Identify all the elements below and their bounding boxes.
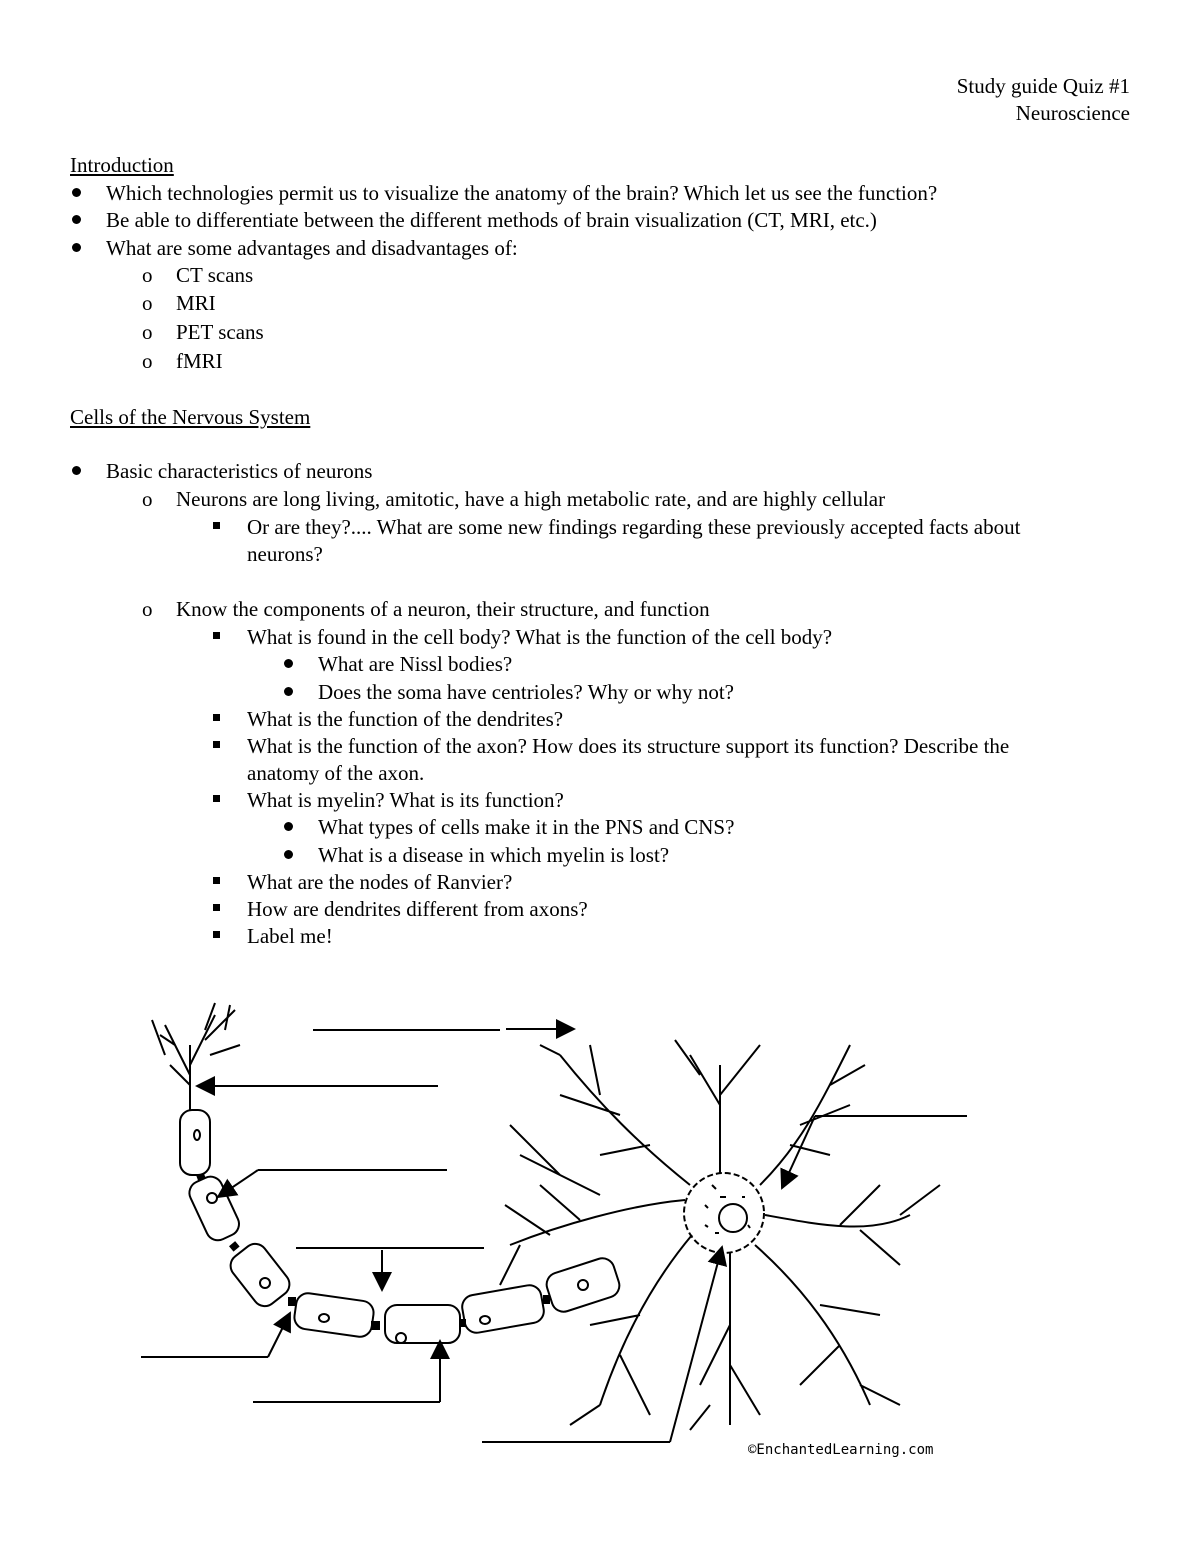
cells-sub-long-living: Neurons are long living, amitotic, have a high metabolic rate, and are highly cellular: [176, 487, 886, 511]
bullet-marker: [72, 466, 81, 475]
square-marker: [213, 522, 220, 529]
cells-item-dendrites-vs-axons: How are dendrites different from axons?: [247, 897, 588, 921]
cells-item-new-findings: Or are they?.... What are some new findings regarding these previously accepted facts about: [247, 515, 1021, 539]
cells-item-axon-cont: anatomy of the axon.: [247, 761, 425, 785]
circle-marker: o: [142, 349, 153, 373]
section-title-cells: Cells of the Nervous System: [70, 405, 311, 429]
bullet-marker: [284, 687, 293, 696]
circle-marker: o: [142, 597, 153, 621]
cells-item-centrioles: Does the soma have centrioles? Why or why not?: [318, 680, 734, 704]
header-quiz-title: Study guide Quiz #1: [956, 74, 1130, 98]
section-title-introduction: Introduction: [70, 153, 174, 177]
cells-bullet-characteristics: Basic characteristics of neurons: [106, 459, 373, 483]
cells-sub-components: Know the components of a neuron, their structure, and function: [176, 597, 710, 621]
cells-item-myelin-disease: What is a disease in which myelin is lost?: [318, 843, 670, 867]
square-marker: [213, 714, 220, 721]
square-marker: [213, 795, 220, 802]
cells-item-dendrites: What is the function of the dendrites?: [247, 707, 564, 731]
cells-item-nissl: What are Nissl bodies?: [318, 652, 513, 676]
header-subject: Neuroscience: [1015, 101, 1130, 125]
intro-bullet-2: Be able to differentiate between the different methods of brain visualization (CT, MRI, etc.): [106, 208, 877, 232]
square-marker: [213, 632, 220, 639]
axon-terminal-icon: [152, 1003, 240, 1110]
cells-item-new-findings-cont: neurons?: [247, 542, 323, 566]
circle-marker: o: [142, 320, 153, 344]
neuron-diagram: [0, 985, 1200, 1485]
bullet-marker: [72, 188, 81, 197]
cells-item-cell-body: What is found in the cell body? What is the function of the cell body?: [247, 625, 833, 649]
cells-item-ranvier: What are the nodes of Ranvier?: [247, 870, 513, 894]
square-marker: [213, 904, 220, 911]
cells-item-myelin: What is myelin? What is its function?: [247, 788, 564, 812]
intro-sub-mri: MRI: [176, 291, 216, 315]
document-header: [957, 73, 1130, 127]
intro-sub-fmri: fMRI: [176, 349, 223, 373]
bullet-marker: [284, 850, 293, 859]
bullet-marker: [72, 215, 81, 224]
cells-item-axon: What is the function of the axon? How does its structure support its function? Describe the: [247, 734, 1010, 758]
square-marker: [213, 877, 220, 884]
circle-marker: o: [142, 487, 153, 511]
intro-sub-pet: PET scans: [176, 320, 264, 344]
intro-bullet-1: Which technologies permit us to visualize the anatomy of the brain? Which let us see the function?: [106, 181, 938, 205]
cells-item-myelin-cells: What types of cells make it in the PNS and CNS?: [318, 815, 735, 839]
intro-sub-ct: CT scans: [176, 263, 254, 287]
cells-item-label-me: Label me!: [247, 924, 333, 948]
circle-marker: o: [142, 291, 153, 315]
cell-body-icon: [684, 1173, 764, 1253]
bullet-marker: [284, 659, 293, 668]
bullet-marker: [72, 243, 81, 252]
bullet-marker: [284, 822, 293, 831]
copyright-credit: ©EnchantedLearning.com: [748, 1442, 934, 1458]
circle-marker: o: [142, 263, 153, 287]
dendrites-icon: [500, 1040, 940, 1430]
intro-bullet-3: What are some advantages and disadvantages of:: [106, 236, 518, 260]
square-marker: [213, 741, 220, 748]
square-marker: [213, 931, 220, 938]
